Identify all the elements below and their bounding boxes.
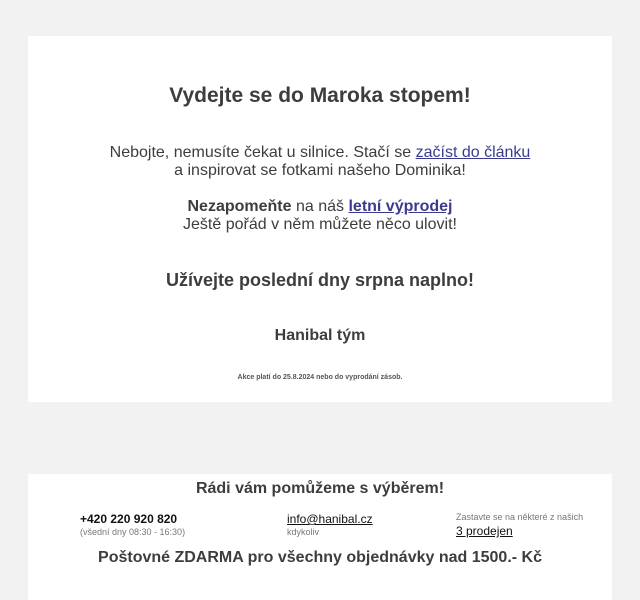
sale-paragraph xyxy=(28,198,612,234)
sale-text-line2: Ještě pořád v něm můžete něco ulovit! xyxy=(183,216,457,233)
fine-print: Akce platí do 25.8.2024 nebo do vyprodání zásob. xyxy=(237,374,403,381)
free-shipping-note: Poštovné ZDARMA pro všechny objednávky nad 1500.- Kč xyxy=(98,549,542,566)
intro-text-line2: a inspirovat se fotkami našeho Dominika! xyxy=(174,162,466,179)
summer-sale-link[interactable]: letní výprodej xyxy=(348,198,453,215)
closing-line: Užívejte poslední dny srpna naplno! xyxy=(165,270,475,290)
newsletter-main-card xyxy=(28,36,612,402)
sale-text: na náš xyxy=(291,198,349,215)
footer-heading: Rádi vám pomůžeme s výběrem! xyxy=(195,480,445,497)
email-note: kdykoliv xyxy=(287,527,320,537)
contact-footer-card xyxy=(28,474,612,600)
intro-text: Nebojte, nemusíte čekat u silnice. Stačí se xyxy=(109,144,416,161)
headline: Vydejte se do Maroka stopem! xyxy=(169,84,471,107)
contact-phone xyxy=(80,512,185,537)
article-link[interactable]: začíst do článku xyxy=(415,144,531,161)
contact-stores xyxy=(456,512,583,538)
email-link[interactable]: info@hanibal.cz xyxy=(287,512,373,526)
phone-hours: (všední dny 08:30 - 16:30) xyxy=(80,527,186,537)
stores-link[interactable]: 3 prodejen xyxy=(456,524,513,538)
stores-text: Zastavte se na některé z našich xyxy=(456,512,584,522)
sale-emphasis: Nezapomeňte xyxy=(187,198,292,215)
signature: Hanibal tým xyxy=(274,327,366,344)
contact-email xyxy=(287,512,373,537)
intro-paragraph xyxy=(28,144,612,180)
phone-number[interactable]: +420 220 920 820 xyxy=(80,512,178,526)
